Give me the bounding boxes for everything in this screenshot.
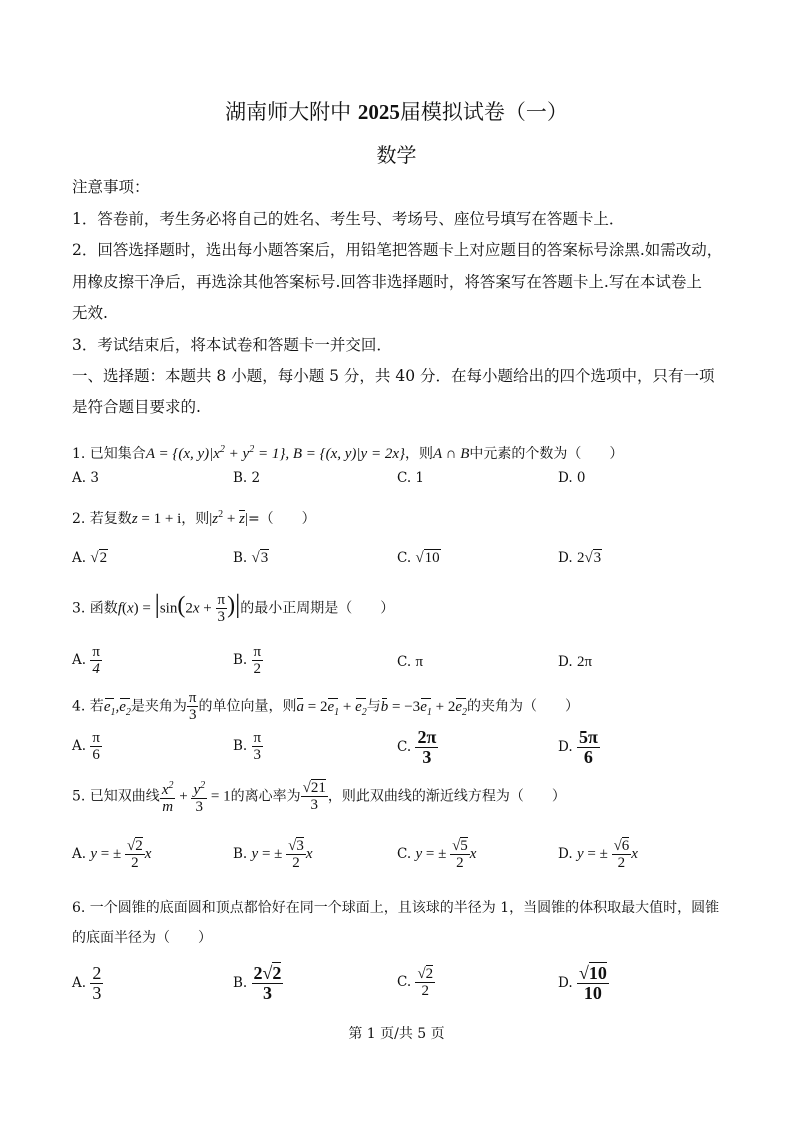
question-4-stem: 4. 若$e_1,e_2$是夹角为 $\frac{\pi}{3}$ 的单位向量，则$a = 2e_1 + e_2$与$b = -3e_1 + 2e_2$的夹角为（ ）	[72, 690, 579, 723]
question-2-option-c: C. √10	[397, 550, 440, 566]
question-3-option-c: C. π	[397, 654, 424, 670]
question-3-option-a: A. $\frac{\pi}{4}$	[72, 644, 100, 677]
question-6-option-b: B. $\frac{2√2}{3}$	[233, 963, 282, 1003]
question-6-option-c: C. $\frac{√2}{2}$	[397, 966, 434, 999]
question-4-option-a: A. $\frac{\pi}{6}$	[72, 730, 100, 763]
question-4-option-b: B. $\frac{\pi}{3}$	[233, 730, 262, 763]
question-6-stem-line-2: 的底面半径为（ ）	[72, 930, 212, 946]
question-4-option-d: D. $\frac{5\pi}{6}$	[558, 727, 598, 767]
section-heading-line-2: 是符合题目要求的.	[72, 398, 201, 416]
question-1-option-c: C. 1	[397, 470, 425, 486]
question-5-option-c: C. y = ± $\frac{√5}{2}$ x	[397, 838, 477, 871]
question-1-option-a: A. 3	[72, 470, 99, 486]
exam-title: 湖南师大附中 2025届模拟试卷（一）	[225, 100, 568, 124]
notice-item-1: 1．答卷前，考生务必将自己的姓名、考生号、考场号、座位号填写在答题卡上．	[72, 210, 625, 228]
question-1-stem: 1. 已知集合A = {(x, $y)|x^2 + y^2 = 1$}, B = {(x, y)|y = 2x}，则A ∩ B中元素的个数为（ ）	[72, 444, 624, 462]
subject-title: 数学	[376, 143, 417, 167]
notice-item-2-line-3: 无效.	[72, 304, 108, 322]
question-2-stem: 2. 若复数z = 1 + i，则$|z^2 + z|=$（ ）	[72, 509, 316, 527]
section-heading-line-1: 一、选择题：本题共 8 小题，每小题 5 分，共 40 分．在每小题给出的四个选项中，只有一项	[72, 367, 715, 385]
question-3-option-d: D. 2π	[558, 654, 593, 670]
question-2-option-d: D. 2√3	[558, 550, 602, 566]
question-1-option-d: D. 0	[558, 470, 586, 486]
question-2-option-b: B. √3	[233, 550, 269, 566]
notice-heading: 注意事项：	[72, 178, 150, 196]
notice-item-2-line-2: 用橡皮擦干净后，再选涂其他答案标号.回答非选择题时，将答案写在答题卡上.写在本试卷上	[72, 273, 702, 291]
question-3-stem: 3. 函数f(x) = |sin(2x + $\frac{\pi}{3}$ )|的最小正周期是（ ）	[72, 589, 395, 625]
question-5-option-a: A. y = ± $\frac{√2}{2}$ x	[72, 838, 152, 871]
question-1-option-b: B. 2	[233, 470, 261, 486]
question-2-option-a: A. √2	[72, 550, 108, 566]
question-3-option-b: B. $\frac{\pi}{2}$	[233, 644, 262, 677]
question-4-option-c: C. $\frac{2\pi}{3}$	[397, 727, 437, 767]
page-number: 第 1 页/共 5 页	[348, 1026, 445, 1042]
set-a-definition: A = {(x, $y)|x^2 + y^2 = 1$}, B = {(x, y)|y = 2x}	[145, 444, 405, 462]
question-6-option-a: A. $\frac{2}{3}$	[72, 963, 102, 1003]
question-5-stem: 5. 已知双曲线 $\frac{x^2}{m}$ + $\frac{y^2}{3}$ = 1的离心率为 $\frac{√21}{3}$ ，则此双曲线的渐近线方程为（ ）	[72, 780, 566, 815]
question-5-option-b: B. y = ± $\frac{√3}{2}$ x	[233, 838, 313, 871]
question-6-stem-line-1: 6. 一个圆锥的底面圆和顶点都恰好在同一个球面上，且该球的半径为 1，当圆锥的体积取最大值时，圆锥	[72, 900, 720, 916]
question-5-option-d: D. y = ± $\frac{√6}{2}$ x	[558, 838, 638, 871]
notice-item-3: 3．考试结束后，将本试卷和答题卡一并交回．	[72, 336, 392, 354]
notice-item-2-line-1: 2．回答选择题时，选出每小题答案后，用铅笔把答题卡上对应题目的答案标号涂黑.如需改动，	[72, 241, 723, 259]
question-6-option-d: D. $\frac{√10}{10}$	[558, 963, 607, 1003]
